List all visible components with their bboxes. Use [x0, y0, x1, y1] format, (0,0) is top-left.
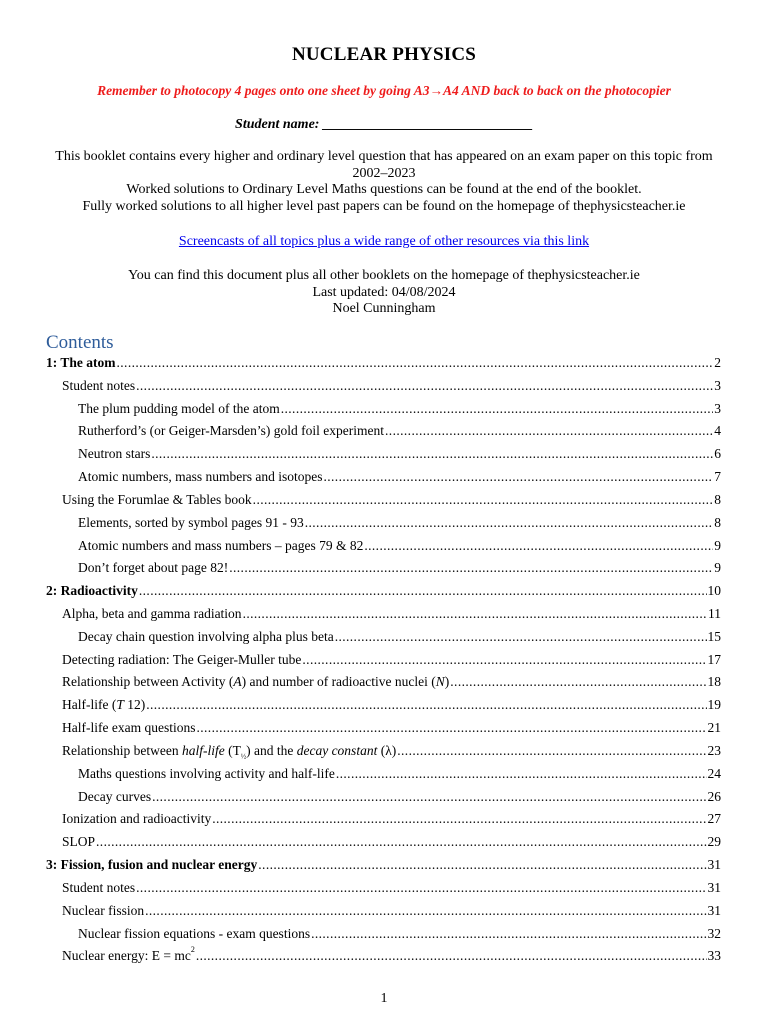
toc-entry-title: Atomic numbers and mass numbers – pages 79 & 82 — [78, 537, 364, 553]
toc-entry-title: Relationship between Activity (A) and number of radioactive nuclei (N) — [62, 674, 450, 690]
toc-entry[interactable] — [62, 903, 721, 921]
toc-entry[interactable] — [62, 652, 721, 670]
info-line-1: You can find this document plus all other booklets on the homepage of thephysicsteacher.ie — [128, 268, 640, 283]
document-info — [0, 268, 768, 318]
photocopy-note: Remember to photocopy 4 pages onto one sheet by going A3→A4 AND back to back on the photocopier — [97, 83, 671, 98]
toc-entry-title: Half-life (T 12) — [62, 697, 146, 713]
toc-leader-dots — [196, 720, 706, 736]
toc-entry[interactable] — [62, 945, 721, 966]
toc-entry-title: SLOP — [62, 834, 96, 850]
toc-leader-dots — [196, 948, 707, 964]
toc-entry[interactable] — [78, 423, 721, 441]
toc-entry-title: Atomic numbers, mass numbers and isotopes — [78, 469, 323, 485]
toc-entry-title: Nuclear fission equations - exam questions — [78, 925, 311, 941]
toc-entry[interactable] — [78, 629, 721, 647]
toc-leader-dots — [146, 697, 706, 713]
toc-entry-title: Student notes — [62, 879, 136, 895]
toc-leader-dots — [139, 583, 707, 599]
toc-entry[interactable] — [78, 515, 721, 533]
toc-leader-dots — [450, 674, 706, 690]
toc-entry[interactable] — [78, 538, 721, 556]
toc-entry-page: 23 — [707, 742, 721, 758]
toc-entry[interactable] — [62, 743, 721, 761]
toc-leader-dots — [136, 378, 713, 394]
toc-leader-dots — [136, 880, 706, 896]
toc-leader-dots — [258, 857, 706, 873]
toc-leader-dots — [152, 789, 706, 805]
toc-entry-title: Nuclear fission — [62, 902, 145, 918]
toc-entry[interactable] — [78, 469, 721, 487]
toc-entry-page: 3 — [714, 377, 721, 393]
toc-entry-page: 27 — [707, 811, 721, 827]
intro-line-3: Fully worked solutions to all higher level past papers can be found on the homepage of thephysicsteacher.ie — [82, 198, 686, 214]
toc-entry-page: 31 — [707, 902, 721, 918]
toc-entry-title: Decay chain question involving alpha plus beta — [78, 628, 334, 644]
toc-entry-title: Nuclear energy: $E = mc^2$ — [62, 945, 195, 964]
toc-entry-page: 9 — [714, 537, 721, 553]
toc-entry-title: Don’t forget about page 82! — [78, 560, 229, 576]
toc-leader-dots — [229, 560, 713, 576]
intro-line-2: Worked solutions to Ordinary Level Maths questions can be found at the end of the booklet. — [126, 182, 642, 197]
toc-entry-page: 21 — [707, 720, 721, 736]
toc-leader-dots — [311, 926, 706, 942]
toc-entry-page: 10 — [707, 583, 721, 599]
toc-leader-dots — [117, 355, 714, 371]
toc-entry[interactable] — [62, 697, 721, 715]
toc-entry[interactable] — [62, 674, 721, 692]
student-name-label: Student name: — [235, 117, 320, 132]
toc-entry-title: Relationship between half-life $(T_{\frac{1}{2}})$ and the decay constant (λ) — [62, 742, 397, 761]
toc-entry-page: 6 — [714, 446, 721, 462]
toc-entry[interactable] — [46, 583, 721, 601]
toc-entry[interactable] — [46, 857, 721, 875]
toc-entry-page: 3 — [714, 400, 721, 416]
toc-entry-title: Using the Forumlae & Tables book — [62, 491, 252, 507]
toc-entry-title: 1: The atom — [46, 355, 116, 370]
toc-leader-dots — [243, 606, 707, 622]
toc-entry-page: 32 — [707, 925, 721, 941]
toc-leader-dots — [397, 743, 706, 759]
toc-entry[interactable] — [62, 492, 721, 510]
toc-entry[interactable] — [62, 880, 721, 898]
student-name-line — [0, 117, 768, 133]
toc-leader-dots — [335, 629, 707, 645]
toc-entry[interactable] — [62, 720, 721, 738]
intro-text — [40, 149, 728, 215]
toc-leader-dots — [336, 766, 707, 782]
toc-entry[interactable] — [78, 789, 721, 807]
toc-leader-dots — [305, 515, 714, 531]
last-updated: Last updated: 04/08/2024 — [312, 284, 456, 300]
toc-leader-dots — [302, 652, 706, 668]
toc-leader-dots — [323, 469, 713, 485]
toc-entry-page: 18 — [707, 674, 721, 690]
page-number: 1 — [380, 991, 388, 1006]
toc-leader-dots — [151, 446, 713, 462]
toc-entry-page: 24 — [707, 765, 721, 781]
toc-entry-page: 31 — [707, 857, 721, 873]
toc-entry[interactable] — [46, 355, 721, 373]
toc-entry-title: 2: Radioactivity — [46, 583, 138, 599]
toc-entry-title: 3: Fission, fusion and nuclear energy — [46, 857, 258, 873]
toc-entry-title: Detecting radiation: The Geiger-Muller tube — [62, 651, 302, 667]
toc-entry[interactable] — [62, 811, 721, 829]
toc-entry-title: Ionization and radioactivity — [62, 811, 212, 827]
toc-entry-title: Alpha, beta and gamma radiation — [62, 606, 242, 622]
toc-entry-page: 19 — [707, 697, 721, 713]
toc-entry-title: Neutron stars — [78, 446, 151, 462]
toc-entry-title: Elements, sorted by symbol pages 91 - 93 — [78, 514, 304, 530]
toc-entry-page: 31 — [707, 879, 721, 895]
author-name: Noel Cunningham — [332, 301, 436, 316]
contents-heading: Contents — [46, 332, 114, 353]
toc-entry-title: Student notes — [62, 377, 136, 393]
toc-entry-page: 17 — [707, 651, 721, 667]
toc-entry-title: Half-life exam questions — [62, 720, 196, 736]
toc-entry-title: Rutherford’s (or Geiger-Marsden’s) gold foil experiment — [78, 423, 385, 439]
intro-line-1: This booklet contains every higher and ordinary level question that has appeared on an exam paper on this topic from 2002–2023 — [55, 149, 713, 181]
toc-leader-dots — [212, 811, 706, 827]
student-name-blank: ______________________________ — [322, 117, 533, 132]
toc-entry[interactable] — [62, 834, 721, 852]
toc-leader-dots — [145, 903, 706, 919]
toc-entry[interactable] — [62, 378, 721, 396]
toc-entry-page: 2 — [714, 355, 721, 370]
toc-entry-title: Maths questions involving activity and half-life — [78, 765, 335, 781]
toc-entry-page: 11 — [708, 606, 721, 622]
toc-leader-dots — [281, 401, 714, 417]
toc-entry-page: 8 — [714, 491, 721, 507]
toc-entry[interactable] — [78, 560, 721, 578]
toc-entry[interactable] — [62, 606, 721, 624]
toc-leader-dots — [385, 423, 713, 439]
page-title: NUCLEAR PHYSICS — [291, 44, 477, 65]
toc-entry[interactable] — [78, 766, 721, 784]
toc-entry-page: 33 — [707, 948, 721, 964]
toc-entry-title: The plum pudding model of the atom — [78, 400, 280, 416]
toc-entry-page: 9 — [714, 560, 721, 576]
toc-leader-dots — [364, 538, 713, 554]
toc-entry[interactable] — [78, 926, 721, 944]
toc-entry-page: 7 — [714, 469, 721, 485]
toc-leader-dots — [96, 834, 706, 850]
toc-entry-page: 15 — [707, 628, 721, 644]
toc-entry-title: Decay curves — [78, 788, 152, 804]
screencasts-link[interactable]: Screencasts of all topics plus a wide range of other resources via this link — [178, 234, 590, 249]
toc-entry-page: 26 — [707, 788, 721, 804]
toc-entry[interactable] — [78, 401, 721, 419]
toc-entry-page: 4 — [714, 423, 721, 439]
toc-leader-dots — [253, 492, 714, 508]
toc-entry-page: 8 — [714, 514, 721, 530]
toc-entry-page: 29 — [707, 834, 721, 850]
toc-entry[interactable] — [78, 446, 721, 464]
